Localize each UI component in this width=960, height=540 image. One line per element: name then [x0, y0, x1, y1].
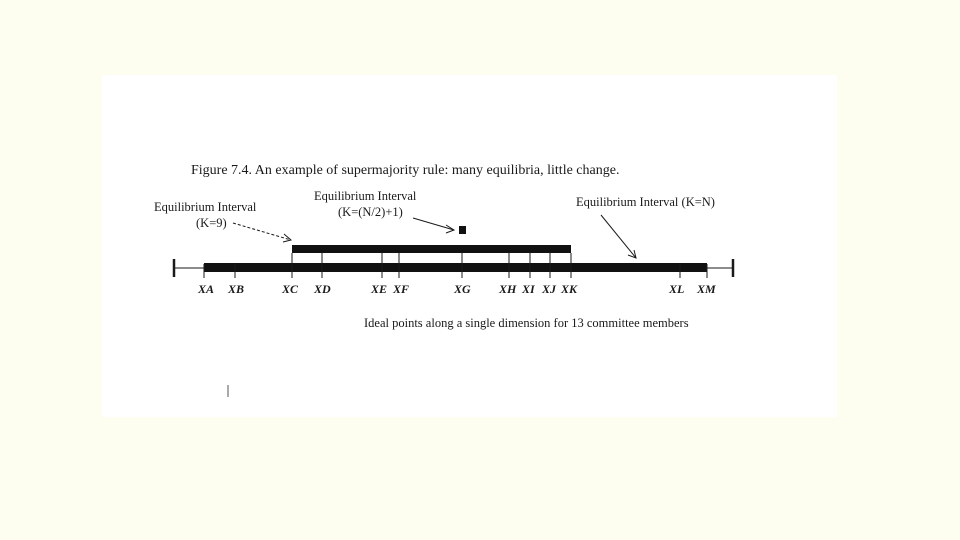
ideal-point-label-xa: XA [198, 282, 215, 296]
annotation-kn2-arrow [413, 218, 454, 230]
annotation-kn-arrow [601, 215, 636, 258]
ideal-point-label-xb: XB [228, 282, 245, 296]
ideal-point-label-xi: XI [522, 282, 535, 296]
ideal-point-label-xl: XL [669, 282, 685, 296]
annotation-kn2-line2: (K=(N/2)+1) [338, 205, 403, 219]
annotation-kn-line1: Equilibrium Interval (K=N) [576, 195, 715, 209]
annotation-k9-line2: (K=9) [196, 216, 227, 230]
ideal-point-label-xj: XJ [542, 282, 557, 296]
ideal-point-label-xe: XE [371, 282, 388, 296]
figure-caption: Figure 7.4. An example of supermajority rule: many equilibria, little change. [191, 163, 620, 178]
ideal-point-label-xk: XK [561, 282, 578, 296]
interval-point-k-half-plus-one [459, 226, 466, 234]
ideal-point-label-xm: XM [697, 282, 716, 296]
annotation-k9-arrowhead [283, 234, 291, 242]
axis-note: Ideal points along a single dimension for 13 committee members [364, 316, 689, 330]
annotation-kn2-line1: Equilibrium Interval [314, 189, 417, 203]
ideal-point-label-xd: XD [314, 282, 331, 296]
interval-bar-k-equals-n [204, 263, 707, 272]
ideal-point-ticks [197, 253, 716, 296]
ideal-point-label-xh: XH [499, 282, 517, 296]
ideal-point-label-xf: XF [393, 282, 410, 296]
ideal-point-label-xc: XC [282, 282, 299, 296]
interval-bar-k-equals-9 [292, 245, 571, 253]
supermajority-diagram [102, 75, 837, 417]
annotation-k9-arrow [233, 223, 291, 240]
ideal-point-label-xg: XG [454, 282, 471, 296]
slide-canvas [102, 75, 837, 417]
annotation-k9-line1: Equilibrium Interval [154, 200, 257, 214]
